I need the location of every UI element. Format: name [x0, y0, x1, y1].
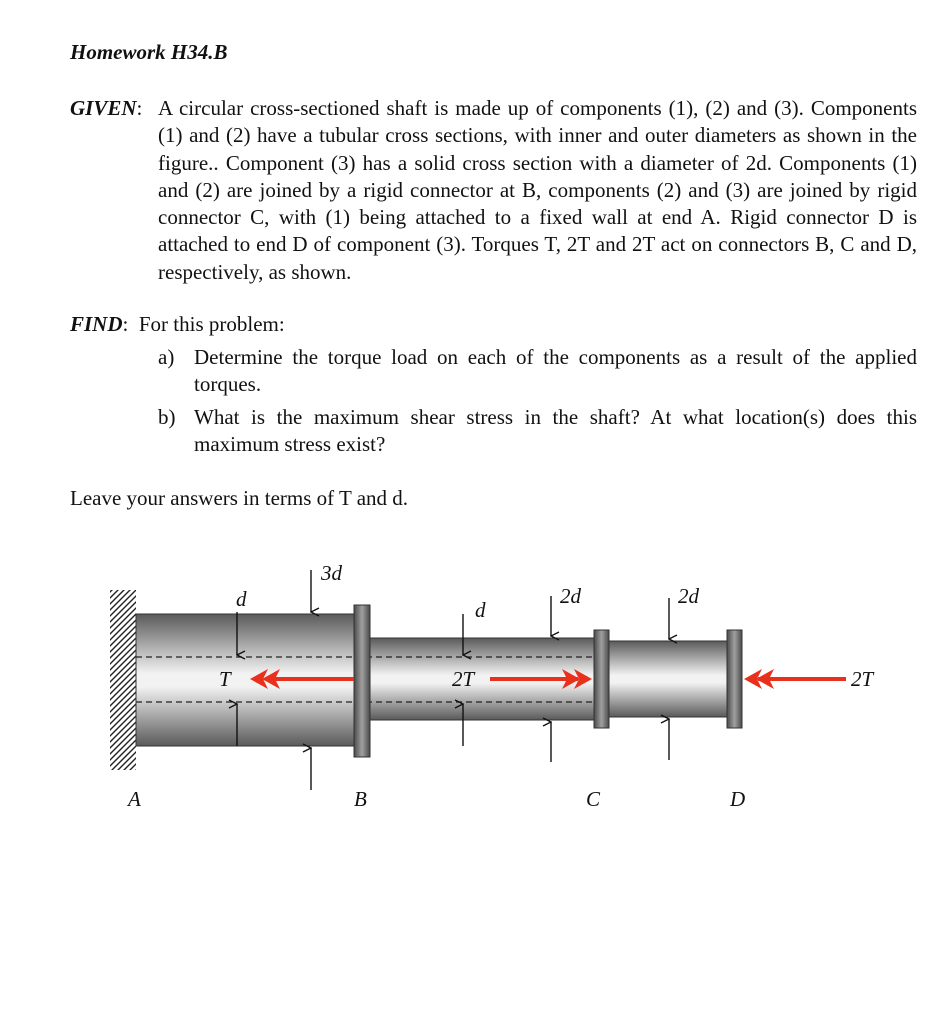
dim-label-comp2-inner: d: [475, 598, 486, 622]
point-label-b: B: [354, 787, 367, 811]
point-label-c: C: [586, 787, 601, 811]
homework-title: Homework H34.B: [70, 40, 228, 64]
find-heading: FIND: For this problem:: [70, 312, 285, 336]
dim-label-comp1-inner: d: [236, 587, 247, 611]
component-3-shaft: [608, 641, 730, 717]
connector-b: [354, 605, 370, 757]
connector-c: [594, 630, 609, 728]
answer-instruction: Leave your answers in terms of T and d.: [70, 486, 409, 510]
torque-label-c: 2T: [452, 667, 475, 691]
dim-label-comp1-outer: 3d: [321, 561, 342, 585]
find-item-marker: a): [158, 345, 175, 369]
torque-label-d: 2T: [851, 667, 874, 691]
given-text: A circular cross-sectioned shaft is made up of components (1), (2) and (3). Components (1) and (2) have a tubular cross sections, with inner and outer diameters as shown in the figure.. Component (3) has a solid cross section with a diameter of 2d. Components (1) and (2) are joined by a rigid connector at B, components (2) and (3) are joined by rigid connector C, with (1) being attached to a fixed wall at end A. Rigid connector D is attached to end D of component (3). Torques T, 2T and 2T act on connectors B, C and D, respectively, as shown.: [158, 96, 917, 284]
given-label: GIVEN:: [70, 96, 143, 120]
find-item-text: Determine the torque load on each of the components as a result of the applied torques.: [194, 345, 917, 396]
find-item-text: What is the maximum shear stress in the shaft? At what location(s) does this maximum stress exist?: [194, 405, 917, 456]
connector-d: [727, 630, 742, 728]
point-label-d: D: [730, 787, 746, 811]
find-intro: For this problem:: [138, 312, 285, 336]
find-label: FIND: [70, 312, 123, 336]
dim-label-comp3: 2d: [678, 584, 699, 608]
torque-label-b: T: [219, 667, 231, 691]
point-label-a: A: [128, 787, 141, 811]
find-item-marker: b): [158, 405, 176, 429]
fixed-wall: [110, 590, 136, 770]
dim-label-comp2-outer: 2d: [560, 584, 581, 608]
